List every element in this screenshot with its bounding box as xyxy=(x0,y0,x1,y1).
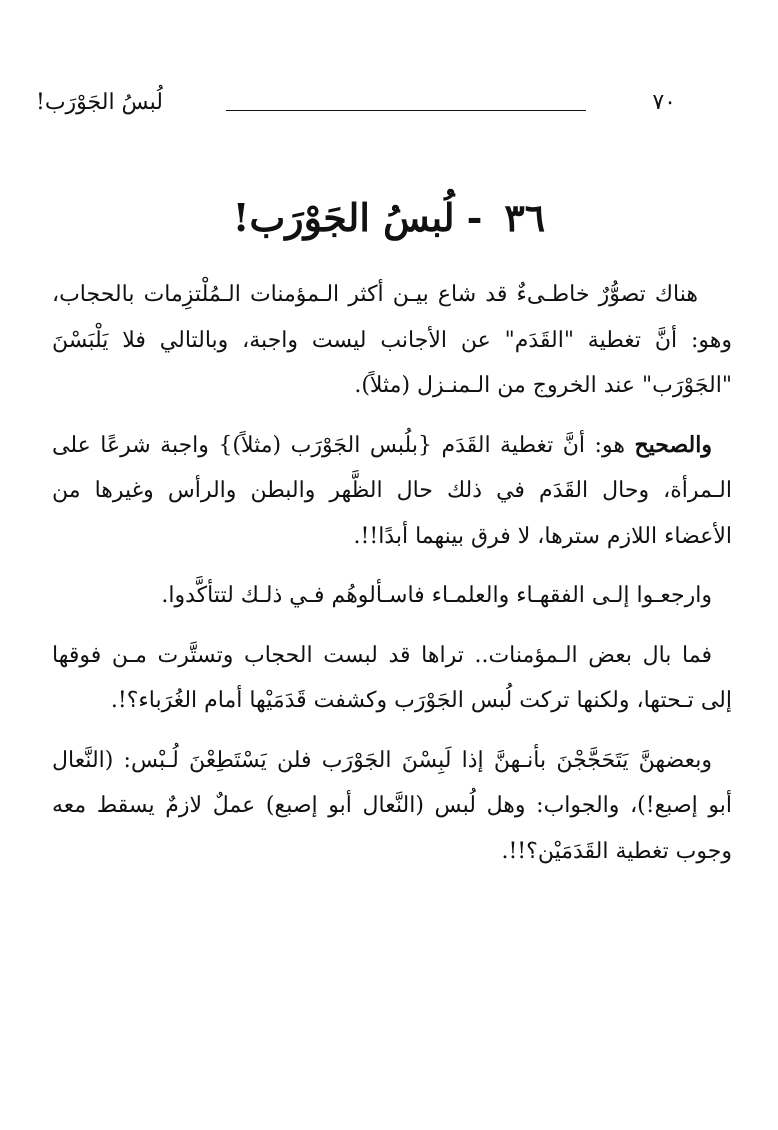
chapter-title: لُبسُ الجَوْرَب! xyxy=(232,195,455,240)
paragraph-text: هناك تصوُّرٌ خاطـىءٌ قد شاع بيـن أكثر الـمؤمنات الـمُلْتزِمات بالحجاب، وهو: أنَّ تغطية "القَدَم" عن الأجانب ليست واجبة، وبالتالي فلا يَلْبَسْنَ "الجَوْرَب" عند الخروج من الـمنـزل (مثلاً). xyxy=(52,282,732,398)
paragraph xyxy=(52,423,732,560)
paragraph xyxy=(52,738,732,875)
paragraph-text: وبعضهنَّ يَتَحَجَّجْنَ بأنـهنَّ إذا لَبِسْنَ الجَوْرَب فلن يَسْتَطِعْنَ لُـبْس: (النَّعال أبو إصبع!)، والجواب: وهل لُبس (النَّعال أبو إصبع) عملٌ لازمٌ يسقط معه وجوب تغطية القَدَمَيْن؟!!. xyxy=(52,747,732,864)
page-number: ٧٠ xyxy=(652,90,676,115)
running-header xyxy=(36,88,736,124)
paragraph-text: وارجعـوا إلـى الفقهـاء والعلمـاء فاسـألوهُم فـي ذلـك لتتأكَّدوا. xyxy=(161,583,712,608)
header-rule xyxy=(226,110,586,111)
chapter-heading xyxy=(0,190,778,246)
chapter-number: ٣٦ xyxy=(504,195,546,240)
paragraph xyxy=(52,272,732,409)
running-header-title: لُبسُ الجَوْرَب! xyxy=(36,90,163,115)
paragraph-lead-word: والصحيح xyxy=(634,431,712,458)
body-text xyxy=(52,272,732,888)
chapter-separator: - xyxy=(466,195,483,240)
paragraph xyxy=(52,633,732,724)
paragraph xyxy=(52,573,732,619)
paragraph-text: هو: أنَّ تغطية القَدَم {بلُبس الجَوْرَب (مثلاً)} واجبة شرعًا على الـمرأة، وحال القَدَم في ذلك حال الظَّهر والبطن والرأس وغيرها من الأعضاء اللازم سترها، لا فرق بينهما أبدًا!!. xyxy=(52,432,732,549)
paragraph-text: فما بال بعض الـمؤمنات.. تراها قد لبست الحجاب وتستَّرت مـن فوقها إلى تـحتها، ولكنها تركت لُبس الجَوْرَب وكشفت قَدَمَيْها أمام الغُرَباء؟!. xyxy=(52,642,732,713)
